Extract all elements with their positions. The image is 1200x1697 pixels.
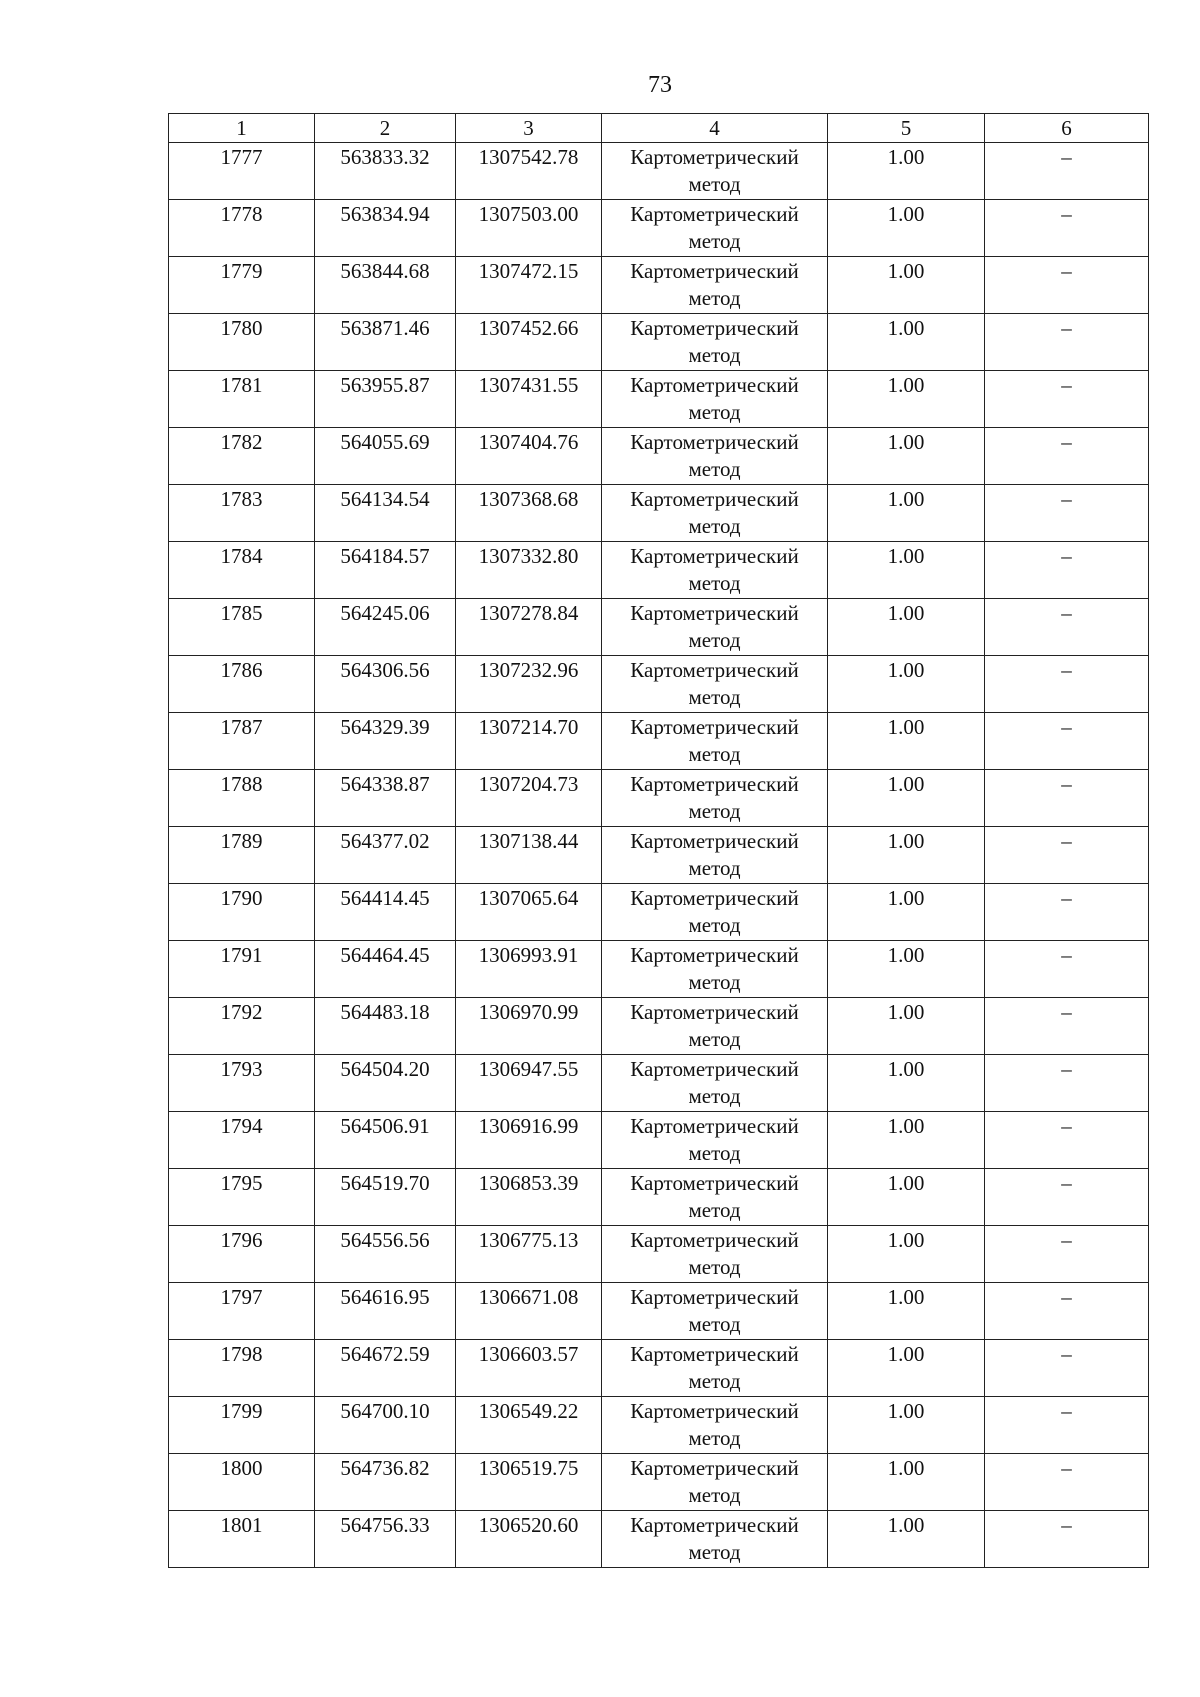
cell-x-coordinate: 564756.33 [315, 1511, 456, 1568]
cell-y-coordinate: 1307542.78 [456, 143, 602, 200]
column-header-3: 3 [456, 114, 602, 143]
column-header-2: 2 [315, 114, 456, 143]
table-row [169, 143, 1149, 200]
cell-x-coordinate: 564134.54 [315, 485, 456, 542]
cell-x-coordinate: 564338.87 [315, 770, 456, 827]
cell-x-coordinate: 564306.56 [315, 656, 456, 713]
table-row [169, 941, 1149, 998]
cell-note: – [985, 1397, 1149, 1454]
cell-y-coordinate: 1307503.00 [456, 200, 602, 257]
cell-method: Картометрический метод [602, 1112, 828, 1169]
cell-point-number: 1786 [169, 656, 315, 713]
cell-point-number: 1800 [169, 1454, 315, 1511]
cell-method: Картометрический метод [602, 542, 828, 599]
cell-y-coordinate: 1306916.99 [456, 1112, 602, 1169]
cell-note: – [985, 884, 1149, 941]
table-row [169, 770, 1149, 827]
cell-x-coordinate: 563844.68 [315, 257, 456, 314]
cell-x-coordinate: 564184.57 [315, 542, 456, 599]
cell-accuracy: 1.00 [828, 1397, 985, 1454]
cell-note: – [985, 1454, 1149, 1511]
cell-method: Картометрический метод [602, 1340, 828, 1397]
cell-method: Картометрический метод [602, 1226, 828, 1283]
cell-point-number: 1798 [169, 1340, 315, 1397]
table-row [169, 542, 1149, 599]
cell-point-number: 1783 [169, 485, 315, 542]
cell-x-coordinate: 563955.87 [315, 371, 456, 428]
cell-note: – [985, 371, 1149, 428]
cell-method: Картометрический метод [602, 143, 828, 200]
cell-point-number: 1795 [169, 1169, 315, 1226]
cell-note: – [985, 485, 1149, 542]
column-header-5: 5 [828, 114, 985, 143]
cell-point-number: 1780 [169, 314, 315, 371]
table-row [169, 257, 1149, 314]
table-row [169, 1112, 1149, 1169]
cell-note: – [985, 1226, 1149, 1283]
cell-point-number: 1782 [169, 428, 315, 485]
cell-method: Картометрический метод [602, 941, 828, 998]
cell-method: Картометрический метод [602, 257, 828, 314]
cell-y-coordinate: 1306853.39 [456, 1169, 602, 1226]
cell-x-coordinate: 564377.02 [315, 827, 456, 884]
cell-y-coordinate: 1307138.44 [456, 827, 602, 884]
column-header-6: 6 [985, 114, 1149, 143]
table-row [169, 1283, 1149, 1340]
cell-accuracy: 1.00 [828, 941, 985, 998]
cell-x-coordinate: 564504.20 [315, 1055, 456, 1112]
cell-accuracy: 1.00 [828, 314, 985, 371]
cell-method: Картометрический метод [602, 1397, 828, 1454]
table-row [169, 884, 1149, 941]
cell-note: – [985, 827, 1149, 884]
cell-point-number: 1791 [169, 941, 315, 998]
cell-point-number: 1794 [169, 1112, 315, 1169]
cell-point-number: 1793 [169, 1055, 315, 1112]
cell-note: – [985, 542, 1149, 599]
cell-method: Картометрический метод [602, 428, 828, 485]
cell-note: – [985, 656, 1149, 713]
cell-point-number: 1778 [169, 200, 315, 257]
cell-method: Картометрический метод [602, 371, 828, 428]
cell-y-coordinate: 1307472.15 [456, 257, 602, 314]
cell-method: Картометрический метод [602, 884, 828, 941]
cell-accuracy: 1.00 [828, 1511, 985, 1568]
cell-note: – [985, 143, 1149, 200]
cell-y-coordinate: 1306671.08 [456, 1283, 602, 1340]
cell-accuracy: 1.00 [828, 1454, 985, 1511]
cell-x-coordinate: 564483.18 [315, 998, 456, 1055]
cell-accuracy: 1.00 [828, 770, 985, 827]
cell-x-coordinate: 564329.39 [315, 713, 456, 770]
cell-method: Картометрический метод [602, 998, 828, 1055]
cell-x-coordinate: 563834.94 [315, 200, 456, 257]
cell-x-coordinate: 564245.06 [315, 599, 456, 656]
cell-y-coordinate: 1307452.66 [456, 314, 602, 371]
cell-point-number: 1785 [169, 599, 315, 656]
cell-x-coordinate: 564414.45 [315, 884, 456, 941]
table-row [169, 1511, 1149, 1568]
cell-y-coordinate: 1307431.55 [456, 371, 602, 428]
cell-y-coordinate: 1306603.57 [456, 1340, 602, 1397]
cell-point-number: 1779 [169, 257, 315, 314]
cell-note: – [985, 941, 1149, 998]
cell-point-number: 1792 [169, 998, 315, 1055]
table-row [169, 599, 1149, 656]
table-row [169, 1340, 1149, 1397]
cell-x-coordinate: 564519.70 [315, 1169, 456, 1226]
table-row [169, 827, 1149, 884]
cell-accuracy: 1.00 [828, 884, 985, 941]
cell-note: – [985, 998, 1149, 1055]
table-row [169, 428, 1149, 485]
cell-x-coordinate: 564055.69 [315, 428, 456, 485]
table-row [169, 485, 1149, 542]
cell-note: – [985, 1169, 1149, 1226]
cell-method: Картометрический метод [602, 599, 828, 656]
cell-x-coordinate: 563871.46 [315, 314, 456, 371]
cell-y-coordinate: 1306549.22 [456, 1397, 602, 1454]
cell-accuracy: 1.00 [828, 371, 985, 428]
cell-accuracy: 1.00 [828, 428, 985, 485]
table-row [169, 656, 1149, 713]
table-row [169, 1454, 1149, 1511]
cell-y-coordinate: 1307214.70 [456, 713, 602, 770]
table-row [169, 1397, 1149, 1454]
cell-accuracy: 1.00 [828, 257, 985, 314]
cell-method: Картометрический метод [602, 200, 828, 257]
cell-note: – [985, 599, 1149, 656]
cell-x-coordinate: 564464.45 [315, 941, 456, 998]
cell-x-coordinate: 563833.32 [315, 143, 456, 200]
page-number: 73 [648, 72, 672, 98]
cell-accuracy: 1.00 [828, 1226, 985, 1283]
cell-method: Картометрический метод [602, 827, 828, 884]
cell-note: – [985, 713, 1149, 770]
cell-y-coordinate: 1307332.80 [456, 542, 602, 599]
cell-method: Картометрический метод [602, 656, 828, 713]
cell-note: – [985, 428, 1149, 485]
cell-accuracy: 1.00 [828, 713, 985, 770]
cell-x-coordinate: 564736.82 [315, 1454, 456, 1511]
cell-y-coordinate: 1306520.60 [456, 1511, 602, 1568]
cell-y-coordinate: 1307204.73 [456, 770, 602, 827]
cell-point-number: 1796 [169, 1226, 315, 1283]
cell-y-coordinate: 1306947.55 [456, 1055, 602, 1112]
cell-y-coordinate: 1306993.91 [456, 941, 602, 998]
table-row [169, 371, 1149, 428]
cell-y-coordinate: 1306775.13 [456, 1226, 602, 1283]
cell-method: Картометрический метод [602, 1169, 828, 1226]
cell-note: – [985, 1055, 1149, 1112]
cell-y-coordinate: 1306970.99 [456, 998, 602, 1055]
cell-method: Картометрический метод [602, 1511, 828, 1568]
cell-method: Картометрический метод [602, 485, 828, 542]
cell-x-coordinate: 564616.95 [315, 1283, 456, 1340]
cell-y-coordinate: 1307065.64 [456, 884, 602, 941]
cell-point-number: 1784 [169, 542, 315, 599]
cell-note: – [985, 1283, 1149, 1340]
cell-accuracy: 1.00 [828, 485, 985, 542]
cell-note: – [985, 1511, 1149, 1568]
cell-note: – [985, 1112, 1149, 1169]
cell-x-coordinate: 564700.10 [315, 1397, 456, 1454]
cell-method: Картометрический метод [602, 1283, 828, 1340]
cell-point-number: 1777 [169, 143, 315, 200]
table-row [169, 1169, 1149, 1226]
cell-accuracy: 1.00 [828, 827, 985, 884]
cell-y-coordinate: 1307368.68 [456, 485, 602, 542]
cell-point-number: 1801 [169, 1511, 315, 1568]
cell-x-coordinate: 564672.59 [315, 1340, 456, 1397]
cell-note: – [985, 314, 1149, 371]
table-row [169, 200, 1149, 257]
table-row [169, 1055, 1149, 1112]
cell-method: Картометрический метод [602, 770, 828, 827]
cell-method: Картометрический метод [602, 1055, 828, 1112]
cell-x-coordinate: 564556.56 [315, 1226, 456, 1283]
cell-accuracy: 1.00 [828, 998, 985, 1055]
cell-y-coordinate: 1306519.75 [456, 1454, 602, 1511]
cell-accuracy: 1.00 [828, 1283, 985, 1340]
column-header-4: 4 [602, 114, 828, 143]
cell-accuracy: 1.00 [828, 143, 985, 200]
cell-y-coordinate: 1307232.96 [456, 656, 602, 713]
table-header [169, 114, 1149, 143]
cell-accuracy: 1.00 [828, 599, 985, 656]
cell-x-coordinate: 564506.91 [315, 1112, 456, 1169]
cell-note: – [985, 1340, 1149, 1397]
cell-accuracy: 1.00 [828, 1112, 985, 1169]
cell-y-coordinate: 1307404.76 [456, 428, 602, 485]
cell-note: – [985, 770, 1149, 827]
cell-method: Картометрический метод [602, 713, 828, 770]
cell-method: Картометрический метод [602, 314, 828, 371]
cell-note: – [985, 257, 1149, 314]
table-row [169, 1226, 1149, 1283]
cell-accuracy: 1.00 [828, 542, 985, 599]
cell-note: – [985, 200, 1149, 257]
cell-point-number: 1787 [169, 713, 315, 770]
cell-point-number: 1797 [169, 1283, 315, 1340]
table-body [169, 143, 1149, 1568]
cell-point-number: 1789 [169, 827, 315, 884]
cell-accuracy: 1.00 [828, 1169, 985, 1226]
cell-accuracy: 1.00 [828, 1055, 985, 1112]
cell-accuracy: 1.00 [828, 656, 985, 713]
table-row [169, 713, 1149, 770]
cell-point-number: 1781 [169, 371, 315, 428]
cell-accuracy: 1.00 [828, 1340, 985, 1397]
column-header-1: 1 [169, 114, 315, 143]
cell-y-coordinate: 1307278.84 [456, 599, 602, 656]
cell-point-number: 1790 [169, 884, 315, 941]
cell-point-number: 1788 [169, 770, 315, 827]
coordinates-table [168, 113, 1149, 1568]
table-row [169, 314, 1149, 371]
table-row [169, 998, 1149, 1055]
cell-method: Картометрический метод [602, 1454, 828, 1511]
cell-point-number: 1799 [169, 1397, 315, 1454]
header-row [169, 114, 1149, 143]
cell-accuracy: 1.00 [828, 200, 985, 257]
